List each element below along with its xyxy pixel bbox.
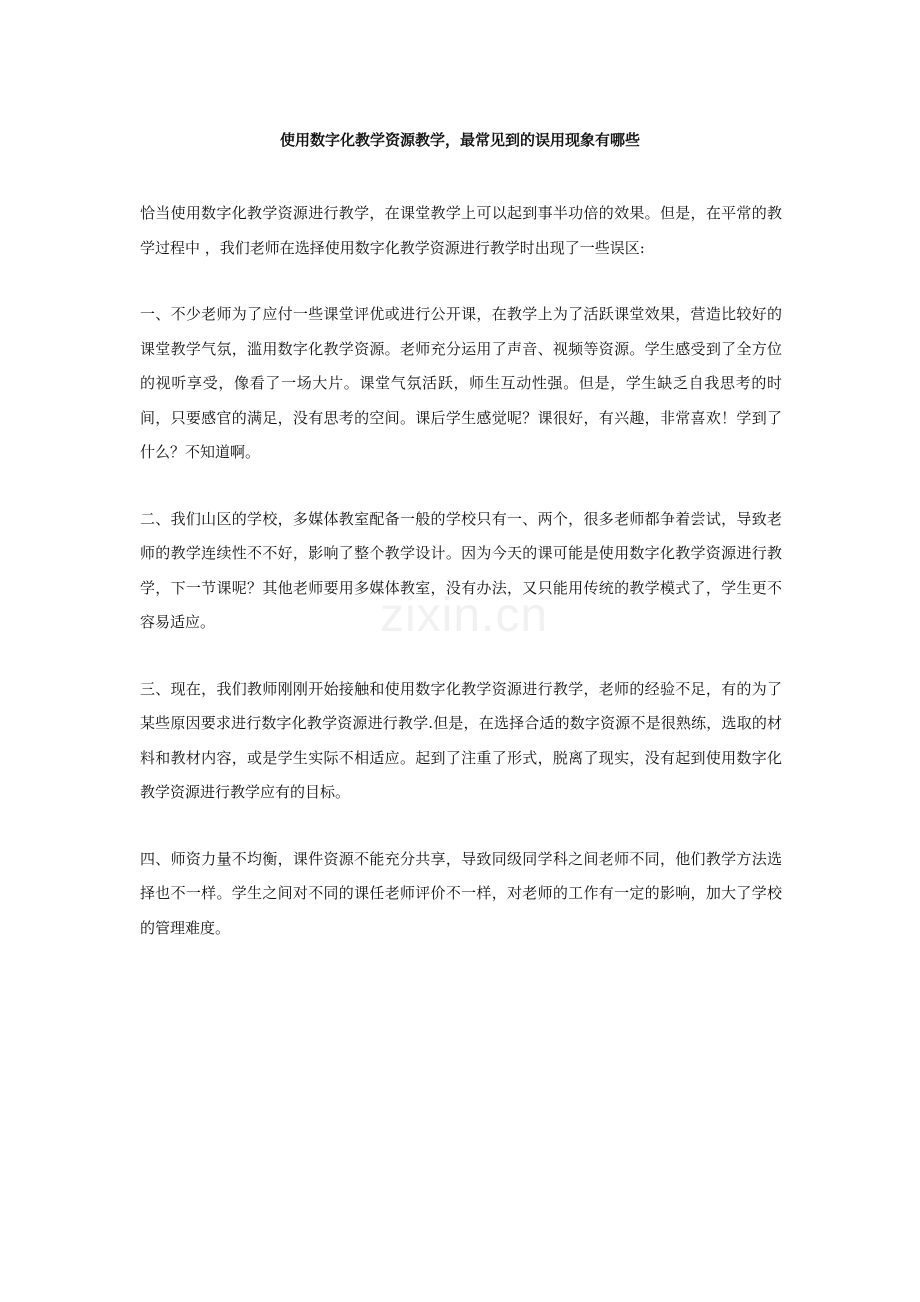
- watermark-logo: zixin.cn: [380, 589, 549, 642]
- document-title: 使用数字化教学资源教学，最常见到的误用现象有哪些: [279, 131, 640, 149]
- point-four-paragraph: 四、师资力量不均衡，课件资源不能充分共享，导致同级同学科之间老师不同，他们教学方法选择也不一样。学生之间对不同的课任老师评价不一样，对老师的工作有一定的影响，加大了学校的管理难度。: [140, 849, 782, 937]
- document-body: [140, 196, 782, 977]
- point-two-paragraph: 二、我们山区的学校，多媒体教室配备一般的学校只有一、两个，很多老师都争着尝试，导致老师的教学连续性不不好，影响了整个教学设计。因为今天的课可能是使用数字化教学资源进行教学，下一节课呢？其他老师要用多媒体教室，没有办法，又只能用传统的教学模式了，学生更不容易适应。: [140, 509, 782, 631]
- point-three-paragraph: 三、现在，我们教师刚刚开始接触和使用数字化教学资源进行教学，老师的经验不足，有的为了某些原因要求进行数字化教学资源进行教学.但是，在选择合适的数字资源不是很熟练，选取的材料和教材内容，或是学生实际不相适应。起到了注重了形式，脱离了现实，没有起到使用数字化教学资源进行教学应有的目标。: [140, 679, 782, 801]
- point-one-paragraph: 一、不少老师为了应付一些课堂评优或进行公开课，在教学上为了活跃课堂效果，营造比较好的课堂教学气氛，滥用数字化教学资源。老师充分运用了声音、视频等资源。学生感受到了全方位的视听享受，像看了一场大片。课堂气氛活跃，师生互动性强。但是，学生缺乏自我思考的时间，只要感官的满足，没有思考的空间。课后学生感觉呢？课很好，有兴趣，非常喜欢！学到了什么？不知道啊。: [140, 305, 782, 461]
- intro-paragraph: 恰当使用数字化教学资源进行教学，在课堂教学上可以起到事半功倍的效果。但是，在平常的教学过程中 ，我们老师在选择使用数字化教学资源进行教学时出现了一些误区:: [140, 204, 782, 257]
